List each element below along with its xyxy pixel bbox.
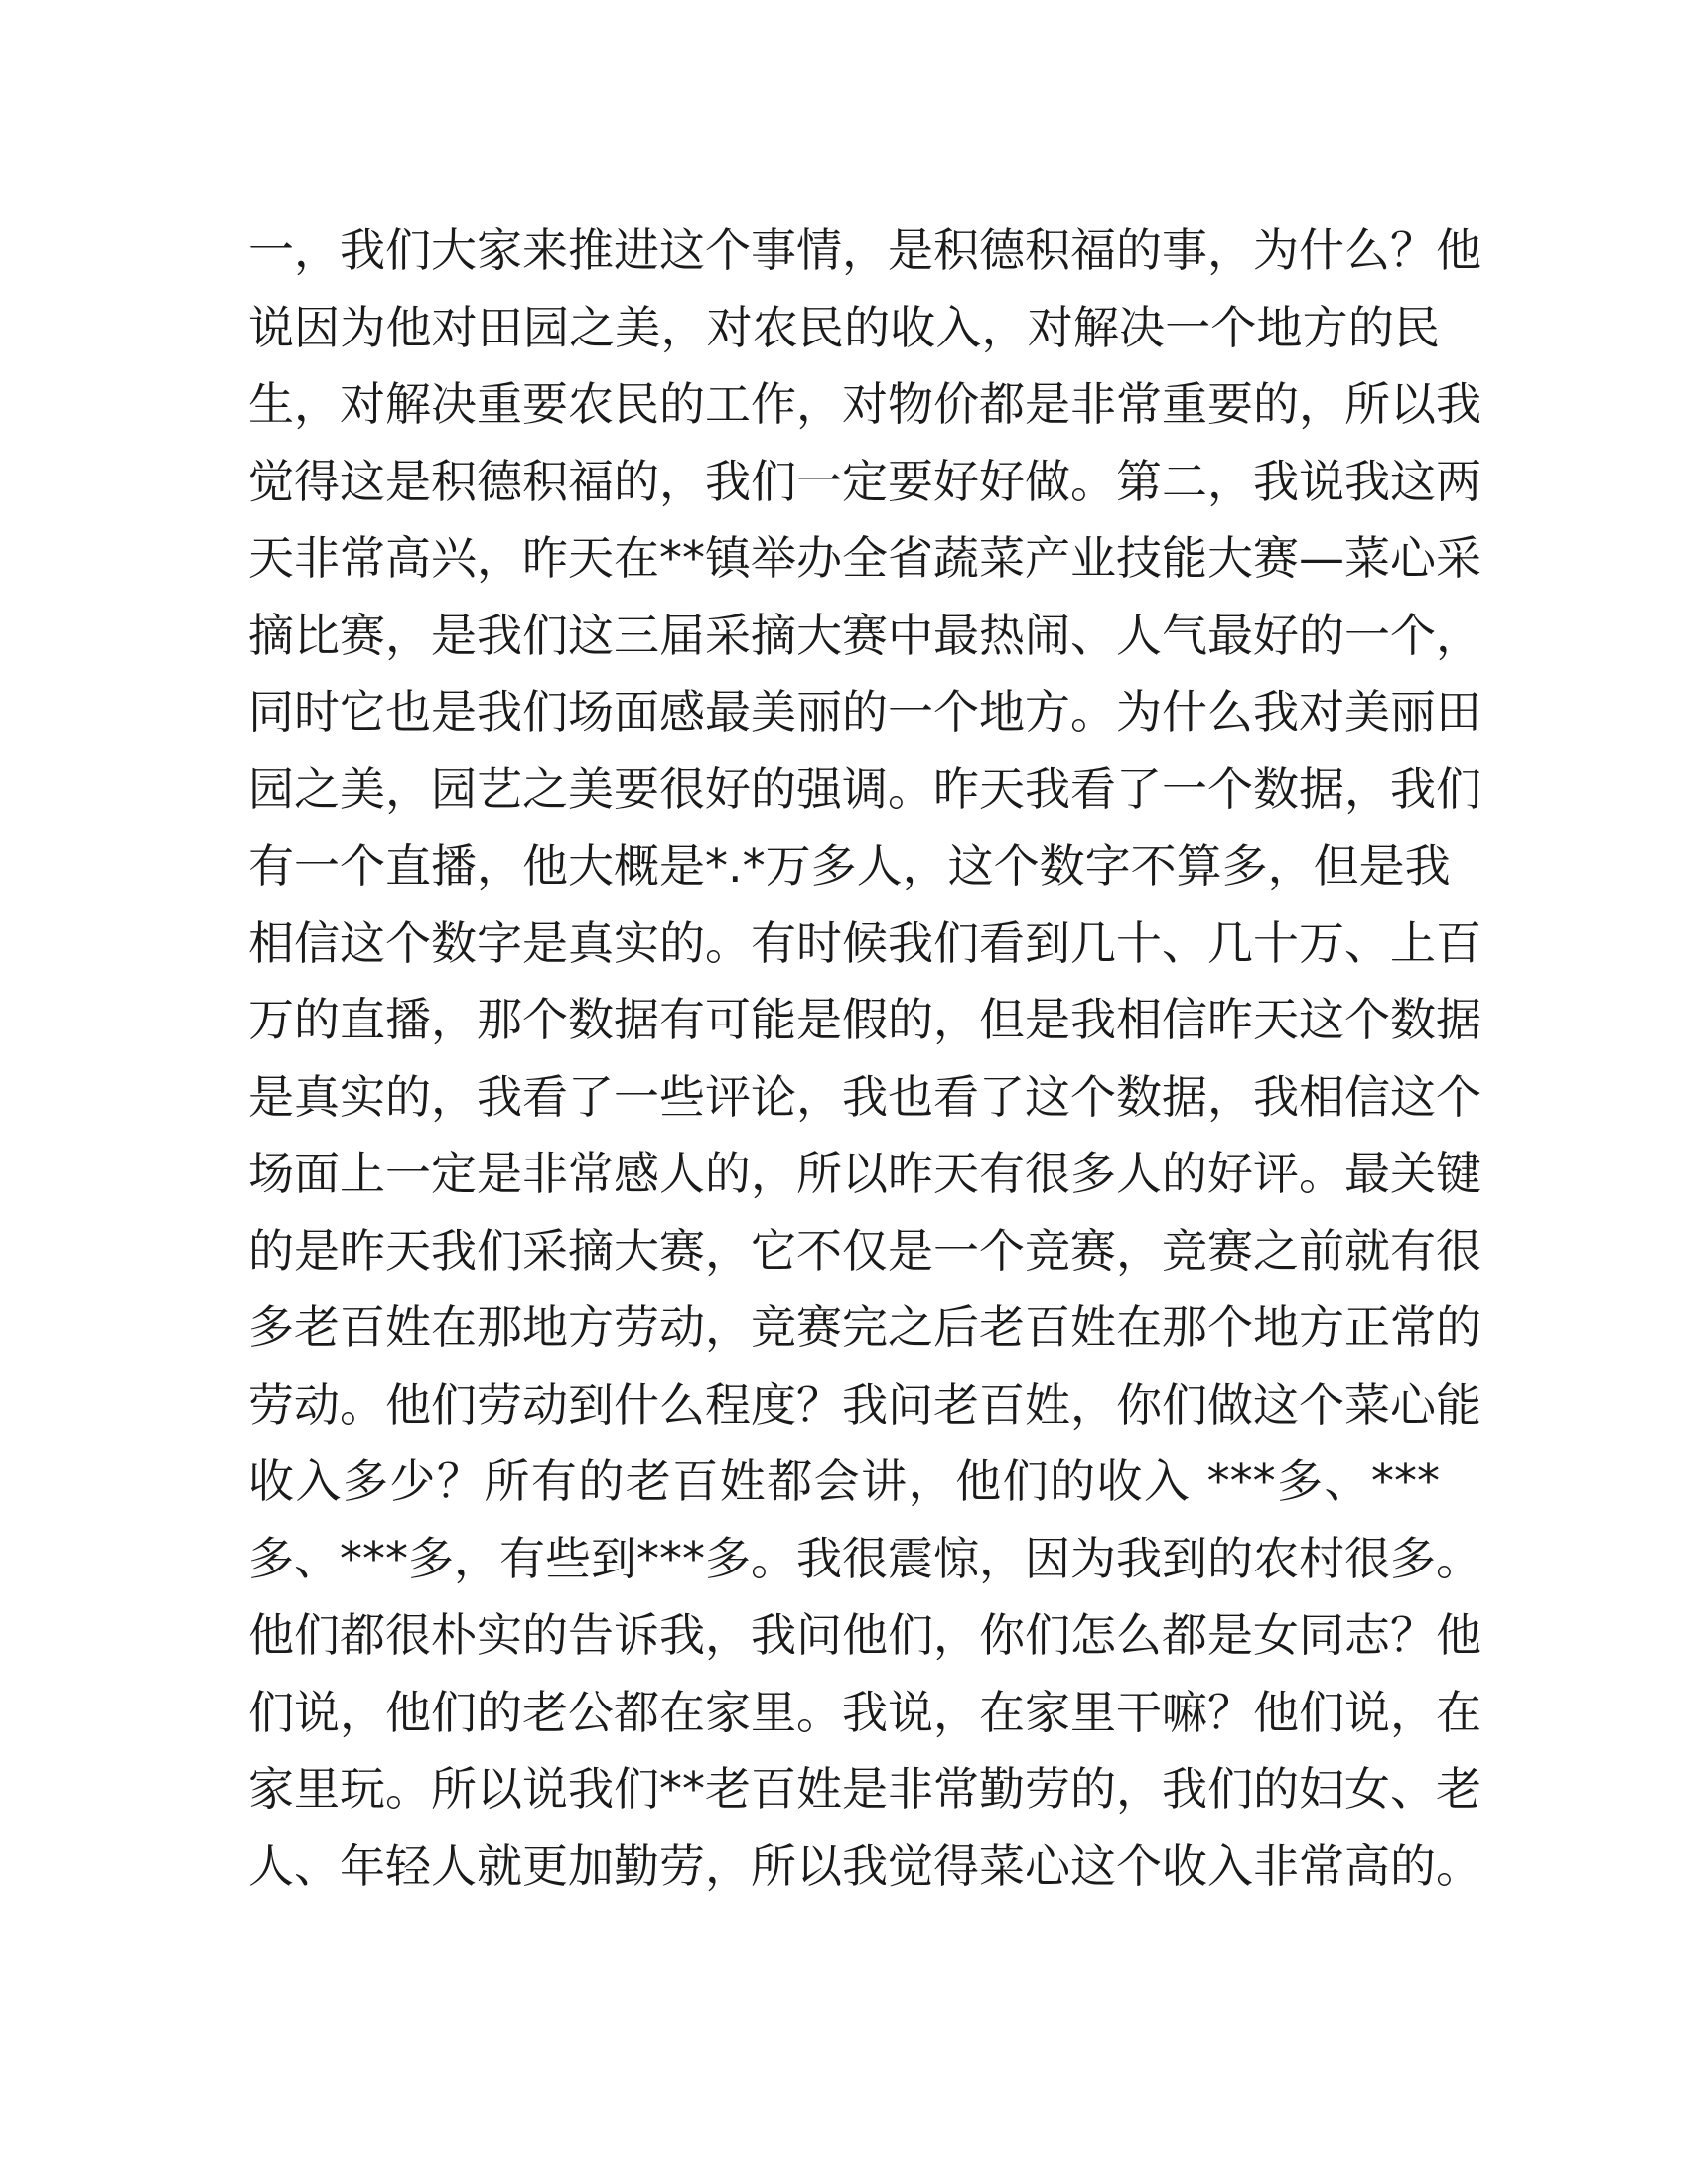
text-line: 他们都很朴实的告诉我，我问他们，你们怎么都是女同志？他 — [248, 1608, 1481, 1662]
text-line: 有一个直播，他大概是*.*万多人，这个数字不算多，但是我 — [248, 839, 1451, 892]
text-line: 觉得这是积德积福的，我们一定要好好做。第二，我说我这两 — [248, 454, 1481, 508]
text-line: 场面上一定是非常感人的，所以昨天有很多人的好评。最关键 — [248, 1147, 1481, 1200]
text-line: 是真实的，我看了一些评论，我也看了这个数据，我相信这个 — [248, 1069, 1481, 1124]
text-line: 收入多少？所有的老百姓都会讲，他们的收入 ***多、*** — [248, 1454, 1440, 1508]
text-line: 的是昨天我们采摘大赛，它不仅是一个竞赛，竞赛之前就有很 — [248, 1223, 1481, 1278]
text-line: 摘比赛，是我们这三届采摘大赛中最热闹、人气最好的一个， — [248, 608, 1481, 662]
body-paragraph — [248, 212, 1481, 1905]
text-line: 园之美，园艺之美要很好的强调。昨天我看了一个数据，我们 — [248, 761, 1481, 816]
text-line: 天非常高兴，昨天在**镇举办全省蔬菜产业技能大赛—菜心采 — [248, 531, 1481, 585]
text-line: 劳动。他们劳动到什么程度？我问老百姓，你们做这个菜心能 — [248, 1377, 1481, 1432]
text-line: 多老百姓在那地方劳动，竞赛完之后老百姓在那个地方正常的 — [248, 1300, 1481, 1354]
text-line: 人、年轻人就更加勤劳，所以我觉得菜心这个收入非常高的。 — [248, 1839, 1481, 1893]
text-line: 说因为他对田园之美，对农民的收入，对解决一个地方的民 — [248, 300, 1440, 354]
text-line: 们说，他们的老公都在家里。我说，在家里干嘛？他们说，在 — [248, 1685, 1481, 1739]
text-line: 家里玩。所以说我们**老百姓是非常勤劳的，我们的妇女、老 — [248, 1762, 1481, 1816]
text-line: 相信这个数字是真实的。有时候我们看到几十、几十万、上百 — [248, 915, 1481, 970]
text-line: 一，我们大家来推进这个事情，是积德积福的事，为什么？他 — [248, 223, 1481, 277]
text-line: 生，对解决重要农民的工作，对物价都是非常重要的，所以我 — [248, 377, 1481, 431]
text-line: 万的直播，那个数据有可能是假的，但是我相信昨天这个数据 — [248, 993, 1481, 1046]
text-line: 同时它也是我们场面感最美丽的一个地方。为什么我对美丽田 — [248, 685, 1481, 739]
text-line: 多、***多，有些到***多。我很震惊，因为我到的农村很多。 — [248, 1531, 1481, 1585]
